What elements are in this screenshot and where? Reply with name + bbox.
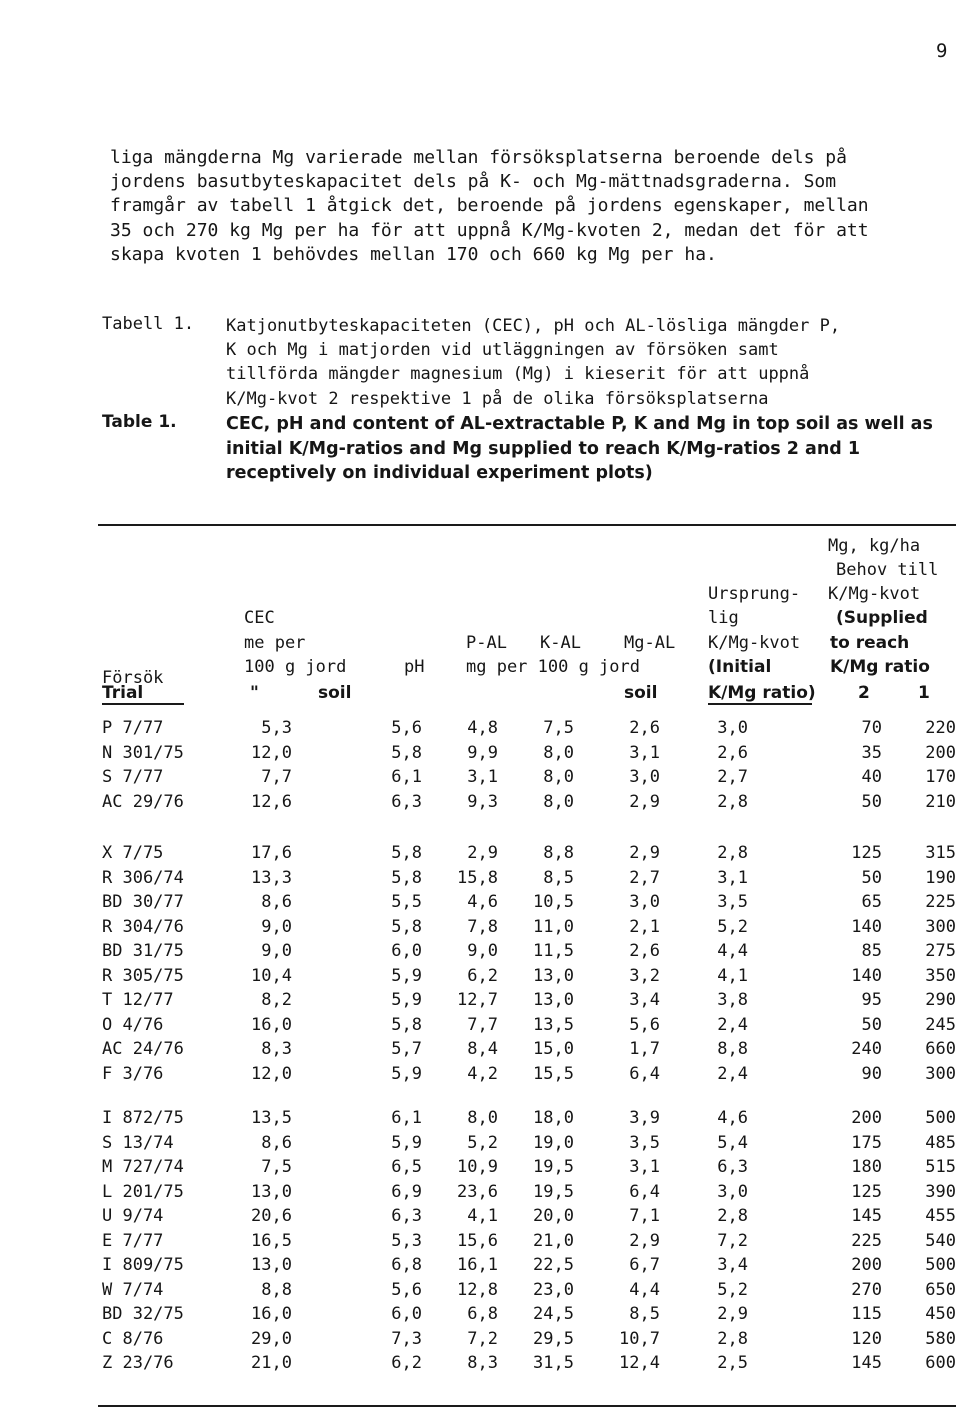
cell-ph: 6,1 — [391, 1108, 422, 1128]
cell-mg-ratio-2: 35 — [861, 742, 882, 763]
cell-mg-ratio-1: 450 — [925, 1304, 956, 1324]
cell-mg-ratio-1: 245 — [925, 1014, 956, 1035]
cell-mg-ratio-2: 70 — [861, 718, 882, 738]
cell-k-al: 13,0 — [533, 990, 574, 1010]
cell-mg-ratio-2: 200 — [851, 1108, 882, 1128]
cell-p-al: 3,1 — [467, 767, 498, 787]
cell-kmg-ratio: 2,4 — [717, 1063, 748, 1084]
cell-mg-ratio-2: 200 — [851, 1255, 882, 1275]
cell-mg-al: 3,9 — [629, 1108, 660, 1128]
cell-p-al: 4,8 — [467, 718, 498, 738]
header-mg-supplied-en: (Supplied — [836, 608, 928, 628]
cell-mg-ratio-2: 95 — [861, 990, 882, 1010]
cell-k-al: 8,5 — [543, 867, 574, 888]
header-underline — [708, 703, 812, 705]
cell-mg-ratio-2: 50 — [861, 1014, 882, 1035]
cell-kmg-ratio: 6,3 — [717, 1157, 748, 1177]
cell-kmg-ratio: 2,4 — [717, 1014, 748, 1035]
header-kmg-en: (Initial — [708, 657, 772, 677]
cell-trial: L 201/75 — [102, 1181, 184, 1202]
cell-mg-ratio-2: 40 — [861, 767, 882, 787]
header-cec-unit: me per — [244, 633, 306, 653]
cell-k-al: 8,0 — [543, 742, 574, 763]
header-cec: CEC — [244, 608, 275, 628]
cell-trial: X 7/75 — [102, 843, 164, 863]
cell-cec: 21,0 — [251, 1353, 292, 1373]
cell-trial: M 727/74 — [102, 1157, 184, 1177]
cell-mg-ratio-1: 315 — [925, 843, 956, 863]
cell-mg-ratio-1: 515 — [925, 1157, 956, 1177]
cell-mg-al: 3,2 — [629, 965, 660, 986]
cell-mg-ratio-1: 200 — [925, 742, 956, 763]
cell-kmg-ratio: 2,6 — [717, 742, 748, 763]
cell-mg-al: 5,6 — [629, 1014, 660, 1035]
cell-mg-ratio-1: 580 — [925, 1328, 956, 1349]
cell-mg-al: 2,1 — [629, 916, 660, 937]
cell-mg-ratio-2: 140 — [851, 916, 882, 937]
cell-mg-ratio-2: 225 — [851, 1230, 882, 1251]
cell-p-al: 8,4 — [467, 1039, 498, 1059]
page-number: 9 — [936, 40, 948, 62]
cell-ph: 6,1 — [391, 767, 422, 787]
cell-ph: 6,2 — [391, 1353, 422, 1373]
cell-mg-al: 12,4 — [619, 1353, 660, 1373]
cell-p-al: 9,9 — [467, 742, 498, 763]
cell-mg-ratio-1: 300 — [925, 916, 956, 937]
cell-mg-al: 7,1 — [629, 1206, 660, 1226]
cell-cec: 8,8 — [261, 1279, 292, 1300]
cell-p-al: 6,8 — [467, 1304, 498, 1324]
cell-ph: 5,6 — [391, 1279, 422, 1300]
cell-ph: 5,8 — [391, 916, 422, 937]
cell-k-al: 20,0 — [533, 1206, 574, 1226]
cell-cec: 9,0 — [261, 941, 292, 961]
cell-mg-ratio-1: 210 — [925, 791, 956, 812]
table-bottom-rule — [98, 1405, 956, 1407]
cell-kmg-ratio: 5,2 — [717, 916, 748, 937]
cell-mg-ratio-1: 220 — [925, 718, 956, 738]
cell-k-al: 29,5 — [533, 1328, 574, 1349]
cell-k-al: 21,0 — [533, 1230, 574, 1251]
cell-cec: 8,3 — [261, 1039, 292, 1059]
cell-mg-al: 1,7 — [629, 1039, 660, 1059]
cell-mg-al: 2,7 — [629, 867, 660, 888]
cell-ph: 6,0 — [391, 941, 422, 961]
cell-p-al: 7,7 — [467, 1014, 498, 1035]
cell-cec: 13,0 — [251, 1255, 292, 1275]
intro-line: jordens basutbyteskapacitet dels på K- och Mg-mättnadsgraderna. Som — [110, 171, 837, 193]
cell-kmg-ratio: 3,0 — [717, 718, 748, 738]
header-mg-supplied: Behov till — [836, 560, 939, 580]
cell-trial: T 12/77 — [102, 990, 174, 1010]
cell-ph: 5,8 — [391, 1014, 422, 1035]
cell-trial: R 304/76 — [102, 916, 184, 937]
cell-cec: 20,6 — [251, 1206, 292, 1226]
cell-mg-ratio-1: 275 — [925, 941, 956, 961]
cell-p-al: 23,6 — [457, 1181, 498, 1202]
cell-cec: 8,6 — [261, 892, 292, 912]
cell-p-al: 2,9 — [467, 843, 498, 863]
cell-ph: 5,7 — [391, 1039, 422, 1059]
cell-p-al: 12,8 — [457, 1279, 498, 1300]
header-kmg: K/Mg-kvot — [708, 633, 801, 653]
cell-mg-ratio-1: 190 — [925, 867, 956, 888]
cell-ph: 5,9 — [391, 1063, 422, 1084]
header-trial-en: Trial — [102, 683, 144, 703]
cell-mg-al: 3,5 — [629, 1132, 660, 1153]
cell-mg-ratio-2: 115 — [851, 1304, 882, 1324]
cell-ph: 5,8 — [391, 843, 422, 863]
cell-mg-ratio-2: 85 — [861, 941, 882, 961]
cell-trial: O 4/76 — [102, 1014, 164, 1035]
cell-mg-al: 10,7 — [619, 1328, 660, 1349]
cell-kmg-ratio: 4,6 — [717, 1108, 748, 1128]
cell-trial: I 809/75 — [102, 1255, 184, 1275]
cell-trial: R 306/74 — [102, 867, 184, 888]
cell-mg-ratio-1: 390 — [925, 1181, 956, 1202]
cell-trial: AC 29/76 — [102, 791, 184, 812]
cell-p-al: 12,7 — [457, 990, 498, 1010]
cell-p-al: 16,1 — [457, 1255, 498, 1275]
cell-kmg-ratio: 7,2 — [717, 1230, 748, 1251]
cell-mg-ratio-1: 290 — [925, 990, 956, 1010]
cell-mg-ratio-2: 145 — [851, 1353, 882, 1373]
cell-mg-ratio-2: 65 — [861, 892, 882, 912]
cell-cec: 13,3 — [251, 867, 292, 888]
cell-mg-al: 2,6 — [629, 941, 660, 961]
cell-ph: 7,3 — [391, 1328, 422, 1349]
caption-line-sv: K/Mg-kvot 2 respektive 1 på de olika försöksplatserna — [226, 388, 769, 409]
cell-kmg-ratio: 8,8 — [717, 1039, 748, 1059]
cell-mg-al: 6,4 — [629, 1181, 660, 1202]
cell-k-al: 31,5 — [533, 1353, 574, 1373]
header-kmg: Ursprung- — [708, 584, 801, 604]
cell-ph: 6,3 — [391, 1206, 422, 1226]
header-mg-supplied-en: to reach — [830, 633, 910, 653]
cell-trial: Z 23/76 — [102, 1353, 174, 1373]
cell-cec: 7,5 — [261, 1157, 292, 1177]
header-cec-ditto: " — [250, 683, 259, 703]
cell-kmg-ratio: 2,7 — [717, 767, 748, 787]
cell-mg-ratio-2: 90 — [861, 1063, 882, 1084]
cell-cec: 16,5 — [251, 1230, 292, 1251]
cell-k-al: 11,0 — [533, 916, 574, 937]
cell-p-al: 4,1 — [467, 1206, 498, 1226]
header-trial-sv: Försök — [102, 668, 164, 688]
header-k-al: K-AL — [540, 633, 581, 653]
cell-cec: 29,0 — [251, 1328, 292, 1349]
cell-cec: 16,0 — [251, 1304, 292, 1324]
cell-kmg-ratio: 3,8 — [717, 990, 748, 1010]
cell-kmg-ratio: 3,4 — [717, 1255, 748, 1275]
cell-trial: F 3/76 — [102, 1063, 164, 1084]
cell-p-al: 7,2 — [467, 1328, 498, 1349]
cell-mg-al: 4,4 — [629, 1279, 660, 1300]
cell-ph: 6,3 — [391, 791, 422, 812]
cell-cec: 9,0 — [261, 916, 292, 937]
cell-ph: 5,9 — [391, 965, 422, 986]
cell-mg-al: 3,1 — [629, 742, 660, 763]
cell-mg-ratio-1: 600 — [925, 1353, 956, 1373]
header-mg-supplied: K/Mg-kvot — [828, 584, 921, 604]
cell-trial: P 7/77 — [102, 718, 164, 738]
cell-k-al: 18,0 — [533, 1108, 574, 1128]
header-mg-al: Mg-AL — [624, 633, 676, 653]
cell-k-al: 15,0 — [533, 1039, 574, 1059]
cell-k-al: 10,5 — [533, 892, 574, 912]
caption-label-en: Table 1. — [102, 412, 177, 432]
cell-mg-al: 2,6 — [629, 718, 660, 738]
cell-mg-ratio-1: 500 — [925, 1108, 956, 1128]
intro-line: skapa kvoten 1 behövdes mellan 170 och 660 kg Mg per ha. — [110, 243, 717, 265]
table-top-rule — [98, 524, 956, 526]
cell-ph: 5,5 — [391, 892, 422, 912]
cell-mg-ratio-2: 240 — [851, 1039, 882, 1059]
cell-k-al: 8,8 — [543, 843, 574, 863]
intro-line: 35 och 270 kg Mg per ha för att uppnå K/Mg-kvoten 2, medan det för att — [110, 219, 869, 241]
cell-ph: 6,9 — [391, 1181, 422, 1202]
cell-mg-ratio-1: 300 — [925, 1063, 956, 1084]
cell-mg-ratio-1: 350 — [925, 965, 956, 986]
cell-mg-al: 6,4 — [629, 1063, 660, 1084]
cell-p-al: 6,2 — [467, 965, 498, 986]
cell-mg-al: 2,9 — [629, 843, 660, 863]
cell-mg-al: 8,5 — [629, 1304, 660, 1324]
cell-k-al: 15,5 — [533, 1063, 574, 1084]
cell-kmg-ratio: 3,0 — [717, 1181, 748, 1202]
cell-trial: W 7/74 — [102, 1279, 164, 1300]
cell-mg-al: 2,9 — [629, 1230, 660, 1251]
header-al-unit: mg per 100 g jord — [466, 657, 640, 677]
cell-kmg-ratio: 3,5 — [717, 892, 748, 912]
caption-line-sv: K och Mg i matjorden vid utläggningen av försöken samt — [226, 340, 779, 361]
header-ph: pH — [404, 657, 425, 677]
cell-ph: 6,8 — [391, 1255, 422, 1275]
cell-kmg-ratio: 4,4 — [717, 941, 748, 961]
cell-cec: 12,0 — [251, 1063, 292, 1084]
cell-ph: 5,3 — [391, 1230, 422, 1251]
header-mg-ratio-2: 2 — [858, 683, 870, 703]
cell-mg-al: 3,1 — [629, 1157, 660, 1177]
cell-cec: 12,0 — [251, 742, 292, 763]
cell-cec: 7,7 — [261, 767, 292, 787]
cell-ph: 5,8 — [391, 867, 422, 888]
cell-p-al: 8,3 — [467, 1353, 498, 1373]
cell-trial: BD 31/75 — [102, 941, 184, 961]
cell-mg-ratio-2: 175 — [851, 1132, 882, 1153]
cell-ph: 5,6 — [391, 718, 422, 738]
cell-kmg-ratio: 2,9 — [717, 1304, 748, 1324]
header-mg-supplied: Mg, kg/ha — [828, 536, 921, 556]
cell-mg-ratio-2: 145 — [851, 1206, 882, 1226]
cell-p-al: 9,3 — [467, 791, 498, 812]
cell-p-al: 15,8 — [457, 867, 498, 888]
cell-kmg-ratio: 2,8 — [717, 1206, 748, 1226]
cell-kmg-ratio: 2,8 — [717, 843, 748, 863]
cell-cec: 8,6 — [261, 1132, 292, 1153]
cell-p-al: 4,2 — [467, 1063, 498, 1084]
header-mg-ratio-1: 1 — [918, 683, 930, 703]
cell-ph: 5,8 — [391, 742, 422, 763]
cell-trial: E 7/77 — [102, 1230, 164, 1251]
cell-k-al: 13,5 — [533, 1014, 574, 1035]
cell-trial: U 9/74 — [102, 1206, 164, 1226]
cell-trial: AC 24/76 — [102, 1039, 184, 1059]
cell-cec: 13,0 — [251, 1181, 292, 1202]
cell-cec: 10,4 — [251, 965, 292, 986]
cell-cec: 16,0 — [251, 1014, 292, 1035]
cell-trial: S 13/74 — [102, 1132, 174, 1153]
cell-k-al: 13,0 — [533, 965, 574, 986]
cell-trial: N 301/75 — [102, 742, 184, 763]
cell-k-al: 8,0 — [543, 767, 574, 787]
cell-cec: 17,6 — [251, 843, 292, 863]
cell-mg-ratio-1: 225 — [925, 892, 956, 912]
cell-mg-al: 3,0 — [629, 767, 660, 787]
cell-p-al: 4,6 — [467, 892, 498, 912]
cell-mg-ratio-2: 180 — [851, 1157, 882, 1177]
cell-k-al: 7,5 — [543, 718, 574, 738]
cell-p-al: 8,0 — [467, 1108, 498, 1128]
cell-p-al: 5,2 — [467, 1132, 498, 1153]
cell-mg-al: 3,4 — [629, 990, 660, 1010]
cell-mg-ratio-1: 650 — [925, 1279, 956, 1300]
cell-ph: 5,9 — [391, 990, 422, 1010]
header-p-al: P-AL — [466, 633, 507, 653]
caption-line-sv: Katjonutbyteskapaciteten (CEC), pH och AL-lösliga mängder P, — [226, 316, 841, 336]
cell-mg-ratio-1: 500 — [925, 1255, 956, 1275]
cell-cec: 13,5 — [251, 1108, 292, 1128]
cell-mg-ratio-2: 120 — [851, 1328, 882, 1349]
cell-k-al: 19,5 — [533, 1157, 574, 1177]
cell-kmg-ratio: 5,4 — [717, 1132, 748, 1153]
cell-mg-ratio-2: 270 — [851, 1279, 882, 1300]
header-al-unit-en: soil — [624, 683, 658, 703]
cell-trial: S 7/77 — [102, 767, 164, 787]
cell-trial: R 305/75 — [102, 965, 184, 986]
cell-trial: BD 32/75 — [102, 1304, 184, 1324]
cell-k-al: 8,0 — [543, 791, 574, 812]
cell-kmg-ratio: 2,8 — [717, 791, 748, 812]
caption-line-sv: tillförda mängder magnesium (Mg) i kieserit för att uppnå — [226, 364, 810, 385]
header-underline — [102, 703, 184, 705]
caption-text-en: CEC, pH and content of AL-extractable P, K and Mg in top soil as well as initial K/Mg-ratios and Mg supplied to reach K/Mg-ratios 2 and 1 receptively on individual experiment plots) — [226, 414, 933, 483]
cell-mg-ratio-1: 170 — [925, 767, 956, 787]
cell-k-al: 24,5 — [533, 1304, 574, 1324]
header-cec-soil: soil — [318, 683, 352, 703]
cell-k-al: 23,0 — [533, 1279, 574, 1300]
cell-p-al: 7,8 — [467, 916, 498, 937]
cell-kmg-ratio: 5,2 — [717, 1279, 748, 1300]
cell-mg-ratio-1: 540 — [925, 1230, 956, 1251]
cell-mg-ratio-2: 50 — [861, 791, 882, 812]
header-kmg: lig — [708, 608, 739, 628]
cell-cec: 5,3 — [261, 718, 292, 738]
header-mg-supplied-en: K/Mg ratio — [830, 657, 930, 677]
caption-label-sv: Tabell 1. — [102, 314, 195, 334]
header-cec-unit: 100 g jord — [244, 657, 347, 677]
cell-kmg-ratio: 2,8 — [717, 1328, 748, 1349]
intro-paragraph — [110, 146, 960, 267]
cell-mg-ratio-1: 485 — [925, 1132, 956, 1153]
cell-mg-ratio-2: 140 — [851, 965, 882, 986]
cell-kmg-ratio: 4,1 — [717, 965, 748, 986]
cell-ph: 6,5 — [391, 1157, 422, 1177]
cell-trial: I 872/75 — [102, 1108, 184, 1128]
cell-p-al: 9,0 — [467, 941, 498, 961]
cell-cec: 8,2 — [261, 990, 292, 1010]
cell-mg-al: 6,7 — [629, 1255, 660, 1275]
cell-mg-ratio-2: 125 — [851, 843, 882, 863]
intro-line: framgår av tabell 1 åtgick det, beroende på jordens egenskaper, mellan — [110, 195, 869, 217]
cell-mg-al: 3,0 — [629, 892, 660, 912]
cell-trial: C 8/76 — [102, 1328, 164, 1349]
cell-ph: 5,9 — [391, 1132, 422, 1153]
cell-kmg-ratio: 2,5 — [717, 1353, 748, 1373]
cell-mg-ratio-1: 455 — [925, 1206, 956, 1226]
cell-ph: 6,0 — [391, 1304, 422, 1324]
cell-trial: BD 30/77 — [102, 892, 184, 912]
cell-kmg-ratio: 3,1 — [717, 867, 748, 888]
header-kmg-en: K/Mg ratio) — [708, 683, 816, 703]
cell-cec: 12,6 — [251, 791, 292, 812]
cell-p-al: 10,9 — [457, 1157, 498, 1177]
cell-k-al: 11,5 — [533, 941, 574, 961]
cell-k-al: 19,5 — [533, 1181, 574, 1202]
cell-mg-ratio-2: 50 — [861, 867, 882, 888]
cell-mg-al: 2,9 — [629, 791, 660, 812]
cell-p-al: 15,6 — [457, 1230, 498, 1251]
cell-mg-ratio-2: 125 — [851, 1181, 882, 1202]
cell-k-al: 22,5 — [533, 1255, 574, 1275]
cell-mg-ratio-1: 660 — [925, 1039, 956, 1059]
intro-line: liga mängderna Mg varierade mellan försöksplatserna beroende dels på — [110, 147, 847, 168]
cell-k-al: 19,0 — [533, 1132, 574, 1153]
